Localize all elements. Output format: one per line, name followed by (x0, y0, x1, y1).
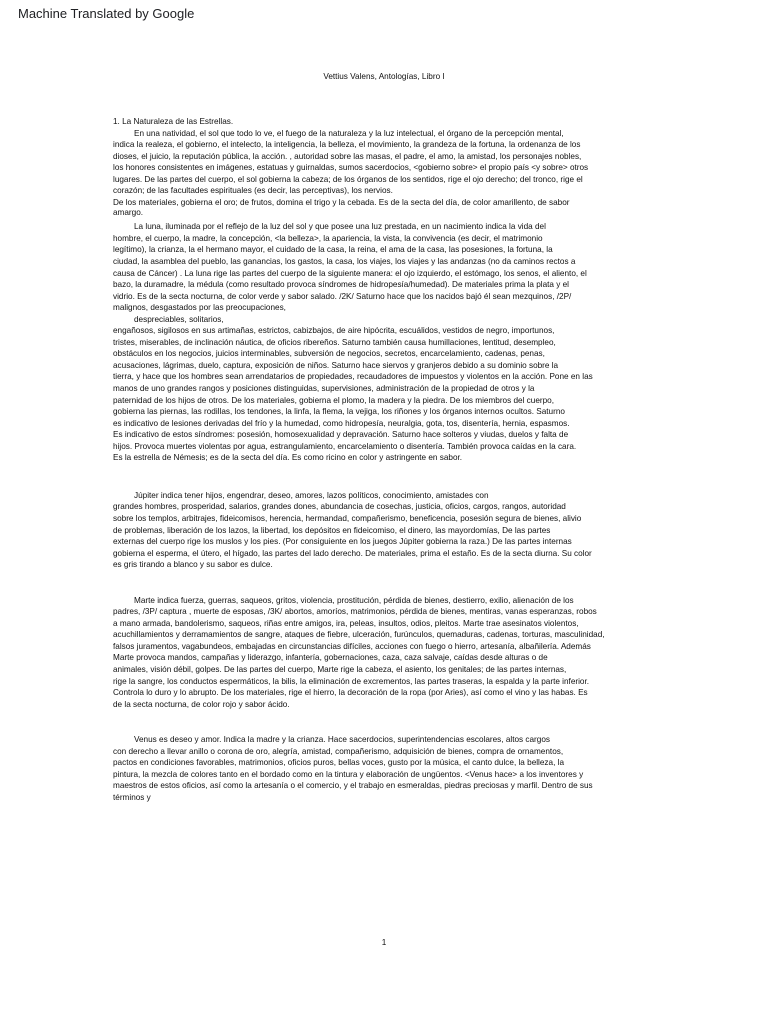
paragraph-line: padres, /3P/ captura , muerte de esposas, /3K/ abortos, amoríos, matrimonios, pérdida de bienes, mentiras, vanas esperanzas, robos (113, 607, 597, 617)
paragraph-line: manos de uno grandes rangos y posiciones distinguidas, supervisiones, administración de la propiedad de otros y la (113, 384, 535, 394)
paragraph-line: De los materiales, gobierna el oro; de frutos, domina el trigo y la cebada. Es de la secta del día, de color amarillento, de sabor (113, 197, 570, 207)
machine-translation-banner: Machine Translated by Google (18, 6, 195, 21)
paragraph-line: vidrio. Es de la secta nocturna, de color verde y sabor salado. /2K/ Saturno hace que los nacidos bajó él sean mezquinos, /2P/ (113, 291, 572, 301)
paragraph-line: de la secta nocturna, de color rojo y sabor ácido. (113, 699, 290, 709)
paragraph-line: indica la realeza, el gobierno, el intelecto, la inteligencia, la belleza, el movimiento, la grandeza de la fortuna, la ordenanza de los (113, 140, 581, 150)
paragraph-line: La luna, iluminada por el reflejo de la luz del sol y que posee una luz prestada, en un nacimiento indica la vida del (134, 222, 546, 232)
paragraph-line: Es indicativo de estos síndromes: posesión, homosexualidad y depravación. Saturno hace solteros y viudas, duelos y falta de (113, 430, 569, 440)
document-title: Vettius Valens, Antologías, Libro I (323, 72, 445, 81)
paragraph-line: acuchillamientos y derramamientos de sangre, ataques de fiebre, ulceración, furúnculos, quemaduras, cadenas, torturas, masculinidad, (113, 630, 605, 640)
paragraph-line: tristes, miserables, de inclinación náutica, de oficios ribereños. Saturno también causa humillaciones, lentitud, desempleo, (113, 337, 556, 347)
paragraph-line: es gris tirando a blanco y su sabor es dulce. (113, 560, 273, 570)
paragraph-line: grandes hombres, prosperidad, salarios, grandes dones, abundancia de cosechas, justicia, oficios, cargos, rangos, autoridad (113, 502, 566, 512)
paragraph-line: externas del cuerpo rige los muslos y los pies. (Por consiguiente en los juegos Júpiter gobierna la raza.) De las partes internas (113, 537, 572, 547)
paragraph-line: amargo. (113, 208, 144, 218)
paragraph-line: maestros de estos oficios, así como la artesanía o el comercio, y el trabajo en esmeraldas, piedras preciosas y marfil. Dentro de sus (113, 781, 593, 791)
paragraph-line: Controla lo duro y lo abrupto. De los materiales, rige el hierro, la decoración de la ropa (por Aries), así como el vino y las habas. Es (113, 688, 588, 698)
paragraph-line: engañosos, sigilosos en sus artimañas, estrictos, cabizbajos, de aire hipócrita, escuálidos, vestidos de negro, importunos, (113, 326, 555, 336)
paragraph-line: es indicativo de lesiones derivadas del frío y la humedad, como hidropesía, neuralgia, gota, tos, disentería, hernia, espasmos. (113, 418, 570, 428)
section-heading: 1. La Naturaleza de las Estrellas. (113, 117, 234, 126)
paragraph-line: a mano armada, bandolerismo, saqueos, riñas entre amigos, ira, peleas, insultos, odios, pleitos. Marte trae asesinatos violentos, (113, 618, 579, 628)
paragraph-line: acusaciones, lágrimas, duelo, captura, exposición de niños. Saturno hace siervos y granjeros debido a su dominio sobre la (113, 360, 559, 370)
paragraph-line: malignos, desgastados por las preocupaciones, (113, 303, 286, 313)
paragraph-line: términos y (113, 792, 151, 802)
paragraph-line: falsos juramentos, vagabundeos, embajadas en circunstancias difíciles, acciones con fuego o hierro, artesanía, albañilería. Además (113, 641, 591, 651)
paragraph-line: corazón; de las facultades espirituales (es decir, las perceptivas), los nervios. (113, 186, 393, 196)
page-number: 1 (381, 938, 387, 947)
paragraph-line: Marte provoca mandos, campañas y liderazgo, infantería, gobernaciones, caza, caza salvaje, caídas desde alturas o de (113, 653, 548, 663)
paragraph-line: causa de Cáncer) . La luna rige las partes del cuerpo de la siguiente manera: el ojo izquierdo, el estómago, los senos, el aliento, el (113, 268, 587, 278)
paragraph-line: paternidad de los hijos de otros. De los materiales, gobierna el plomo, la madera y la piedra. De los miembros del cuerpo, (113, 395, 554, 405)
paragraph-line: tierra, y hace que los hombres sean arrendatarios de propiedades, recaudadores de impuestos y violentos en la acción. Pone en las (113, 372, 593, 382)
paragraph-line: sobre los templos, arbitrajes, fideicomisos, herencia, hermandad, compañerismo, beneficencia, posesión segura de bienes, alivio (113, 513, 582, 523)
paragraph-line: dioses, el juicio, la reputación pública, la acción. , autoridad sobre las masas, el padre, el amo, la amistad, los personajes nobles, (113, 151, 582, 161)
paragraph-line: lugares. De las partes del cuerpo, el sol gobierna la cabeza; de los órganos de los sentidos, rige el ojo derecho; del tronco, rige el (113, 174, 583, 184)
paragraph-line: de problemas, liberación de los lazos, la libertad, los depósitos en fideicomiso, el dinero, las mayordomías, De las partes (113, 525, 551, 535)
paragraph-line: En una natividad, el sol que todo lo ve, el fuego de la naturaleza y la luz intelectual, el órgano de la percepción mental, (134, 128, 564, 138)
paragraph-line: los honores consistentes en imágenes, estatuas y guirnaldas, sumos sacerdocios, <gobierno sobre> el propio país <y sobre> otros (113, 163, 589, 173)
document-body (113, 116, 653, 803)
paragraph-line: legítimo), la crianza, la el hermano mayor, el cuidado de la casa, la reina, el ama de la casa, las posesiones, la fortuna, la (113, 245, 553, 255)
paragraph-line: pintura, la mezcla de colores tanto en el bordado como en la tintura y elaboración de ungüentos. <Venus hace> a los inventores y (113, 769, 584, 779)
paragraph-line: despreciables, solitarios, (134, 314, 224, 324)
paragraph-line: con derecho a llevar anillo o corona de oro, alegría, amistad, compañerismo, adquisición de bienes, compra de ornamentos, (113, 746, 564, 756)
paragraph-line: obstáculos en los negocios, juicios interminables, subversión de negocios, secretos, encarcelamiento, cadenas, penas, (113, 349, 545, 359)
paragraph-line: pactos en condiciones favorables, matrimonios, oficios puros, bellas voces, gusto por la música, el canto dulce, la belleza, la (113, 758, 565, 768)
paragraph-line: Es la estrella de Némesis; es de la secta del día. Es como ricino en color y astringente en sabor. (113, 453, 463, 463)
paragraph-line: bazo, la duramadre, la médula (como resultado provoca síndromes de hidropesía/humedad). De materiales prima la plata y el (113, 280, 570, 290)
paragraph-line: Marte indica fuerza, guerras, saqueos, gritos, violencia, prostitución, pérdida de bienes, destierro, exilio, alienación de los (134, 595, 574, 605)
paragraph-line: Júpiter indica tener hijos, engendrar, deseo, amores, lazos políticos, conocimiento, amistades con (134, 490, 489, 500)
paragraph-line: hombre, el cuerpo, la madre, la concepción, <la belleza>, la apariencia, la vista, la convivencia (es decir, el matrimonio (113, 233, 543, 243)
paragraph-line: Venus es deseo y amor. Indica la madre y la crianza. Hace sacerdocios, superintendencias escolares, altos cargos (134, 735, 550, 745)
paragraph-line: gobierna el esperma, el útero, el hígado, las partes del lado derecho. De materiales, prima el estaño. Es de la secta diurna. Su color (113, 548, 592, 558)
paragraph-line: animales, visión débil, golpes. De las partes del cuerpo, Marte rige la cabeza, el asiento, los genitales; de las partes internas, (113, 664, 567, 674)
paragraph-line: rige la sangre, los conductos espermáticos, la bilis, la eliminación de excrementos, las partes traseras, la espalda y la parte inferior. (113, 676, 590, 686)
paragraph-line: hijos. Provoca muertes violentas por agua, estrangulamiento, encarcelamiento o disentería. También provoca caídas en la cara. (113, 441, 577, 451)
paragraph-line: gobierna las piernas, las rodillas, los tendones, la linfa, la flema, la vejiga, los riñones y los órganos internos ocultos. Saturno (113, 407, 565, 417)
paragraph-line: ciudad, la asamblea del pueblo, las ganancias, los gastos, la casa, los viajes, los viajes y las andanzas (no da caminos rectos a (113, 257, 576, 267)
